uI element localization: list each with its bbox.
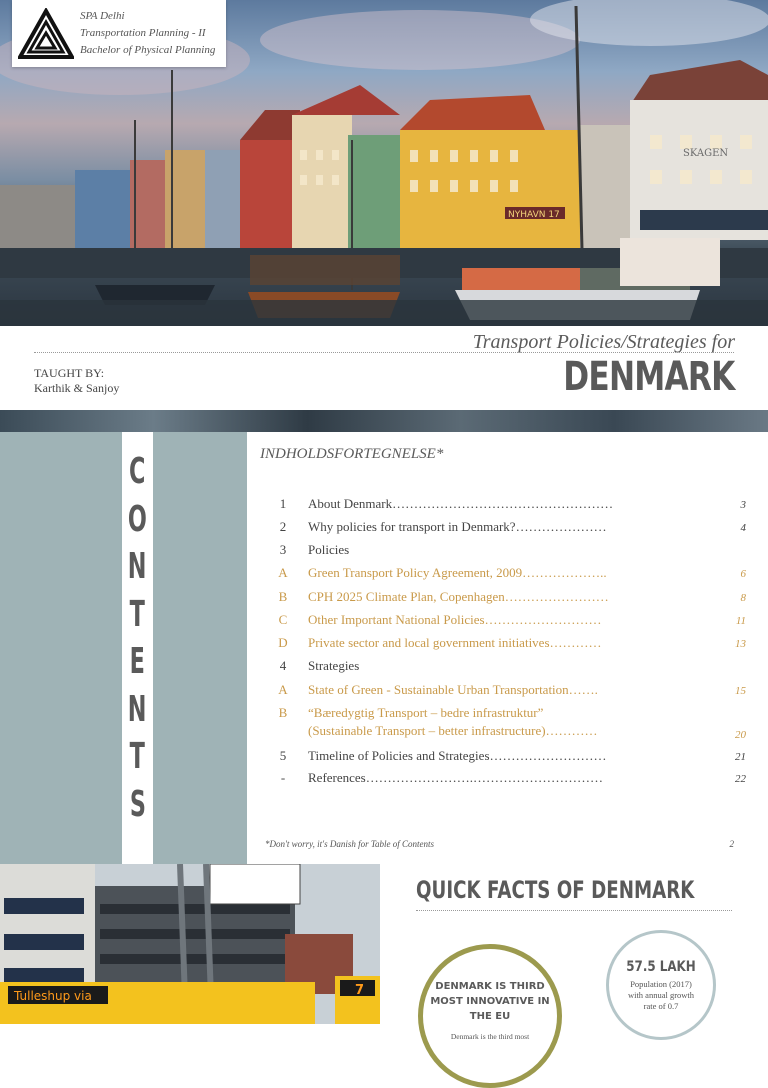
contents-vertical-title (122, 448, 153, 828)
toc-entry-page: 13 (735, 638, 746, 650)
toc-entry-title: Green Transport Policy Agreement, 2009……………….. (308, 565, 607, 580)
fact-subtext: Population (2017) with annual growth rate of 0.7 (627, 979, 695, 1011)
toc-entry-title: Strategies (308, 658, 360, 673)
fact-circle-innovation (418, 944, 562, 1088)
toc-entry-title: Why policies for transport in Denmark?………………… (308, 519, 607, 534)
toc-heading: INDHOLDSFORTEGNELSE* (260, 446, 444, 462)
document-subtitle: Transport Policies/Strategies for (472, 331, 735, 353)
contents-letter: T (129, 593, 146, 635)
quick-facts-heading: QUICK FACTS OF DENMARK (416, 876, 695, 904)
toc-entry-title: Timeline of Policies and Strategies……………………… (308, 748, 607, 763)
toc-entry-number: 4 (279, 658, 287, 673)
toc-entry-number: A (278, 682, 288, 697)
toc-entry-number: B (278, 589, 288, 604)
contents-letter: N (128, 688, 147, 730)
toc-entry-number: 2 (279, 519, 287, 534)
toc-entry-title: Other Important National Policies……………………… (308, 612, 602, 627)
fact-value: 57.5 LAKH (626, 959, 696, 975)
bus-photo (0, 864, 380, 1024)
fact-subtext: Denmark is the third most (450, 1032, 530, 1041)
contents-letter: C (129, 451, 146, 492)
title-band (0, 326, 768, 410)
toc-entry-number: 1 (279, 496, 287, 511)
toc-entry-page: 20 (735, 729, 746, 741)
toc-entry-page: 6 (740, 568, 746, 580)
contents-letter: T (129, 736, 146, 777)
toc-entry-page: 8 (740, 592, 746, 604)
toc-entry-title: Policies (308, 542, 350, 557)
toc-entry-number: - (280, 770, 286, 785)
contents-letter: N (128, 546, 147, 587)
skagen-sign: SKAGEN (683, 148, 729, 159)
toc-entry-title: “Bæredygtig Transport – bedre infrastruktur” (308, 705, 544, 720)
hero-photo (0, 0, 768, 326)
toc-footnote: *Don't worry, it's Danish for Table of Contents (265, 839, 435, 849)
program-name: Bachelor of Physical Planning (80, 44, 216, 56)
course-name: Transportation Planning - II (80, 27, 206, 39)
toc-entry-title: References…………………….………………………… (308, 770, 603, 785)
toc-entry-number: D (278, 635, 288, 650)
nyhavn-sign: NYHAVN 17 (508, 210, 560, 220)
contents-letter: O (128, 498, 147, 540)
toc-entry-page: 4 (740, 522, 746, 534)
table-of-contents (247, 432, 768, 864)
toc-entry-title: About Denmark…………………………………………… (308, 496, 614, 511)
bus-route-number: 7 (355, 983, 365, 998)
toc-entry-number: B (278, 705, 288, 720)
fact-title: DENMARK IS THIRD MOST INNOVATIVE IN THE EU (430, 981, 550, 1022)
quick-facts-section (380, 864, 768, 1041)
toc-entry-title: State of Green - Sustainable Urban Transportation……. (308, 682, 598, 697)
bus-destination-sign: Tulleshup via (14, 989, 92, 1003)
toc-entry-number: 3 (279, 542, 287, 557)
toc-entry-number: 5 (279, 748, 287, 763)
dotted-divider (34, 352, 734, 353)
toc-entry-number: A (278, 565, 288, 580)
institution-badge (12, 0, 226, 67)
taught-by (34, 366, 119, 396)
institution-name: SPA Delhi (80, 10, 125, 22)
toc-entry-title: CPH 2025 Climate Plan, Copenhagen…………………… (308, 589, 609, 604)
toc-entry-page: 21 (735, 751, 746, 763)
toc-entry-page: 15 (735, 685, 746, 697)
water-strip (0, 410, 768, 432)
document-title: DENMARK (563, 354, 735, 400)
toc-entry-title-line2: (Sustainable Transport – better infrastructure)………… (308, 723, 598, 738)
taught-by-label: TAUGHT BY: (34, 366, 105, 380)
toc-entry-number: C (278, 612, 288, 627)
bus-illustration (0, 864, 380, 1024)
spa-logo-icon (18, 8, 74, 60)
toc-entry-page: 22 (735, 773, 746, 785)
page-number: 2 (729, 839, 734, 849)
contents-letter: E (129, 641, 146, 682)
dotted-divider (416, 910, 732, 911)
toc-entry-page: 11 (735, 615, 746, 627)
contents-letter: S (129, 783, 146, 825)
toc-entry-page: 3 (740, 499, 746, 511)
taught-by-names: Karthik & Sanjoy (34, 381, 120, 395)
toc-entry-title: Private sector and local government initiatives………… (308, 635, 602, 650)
